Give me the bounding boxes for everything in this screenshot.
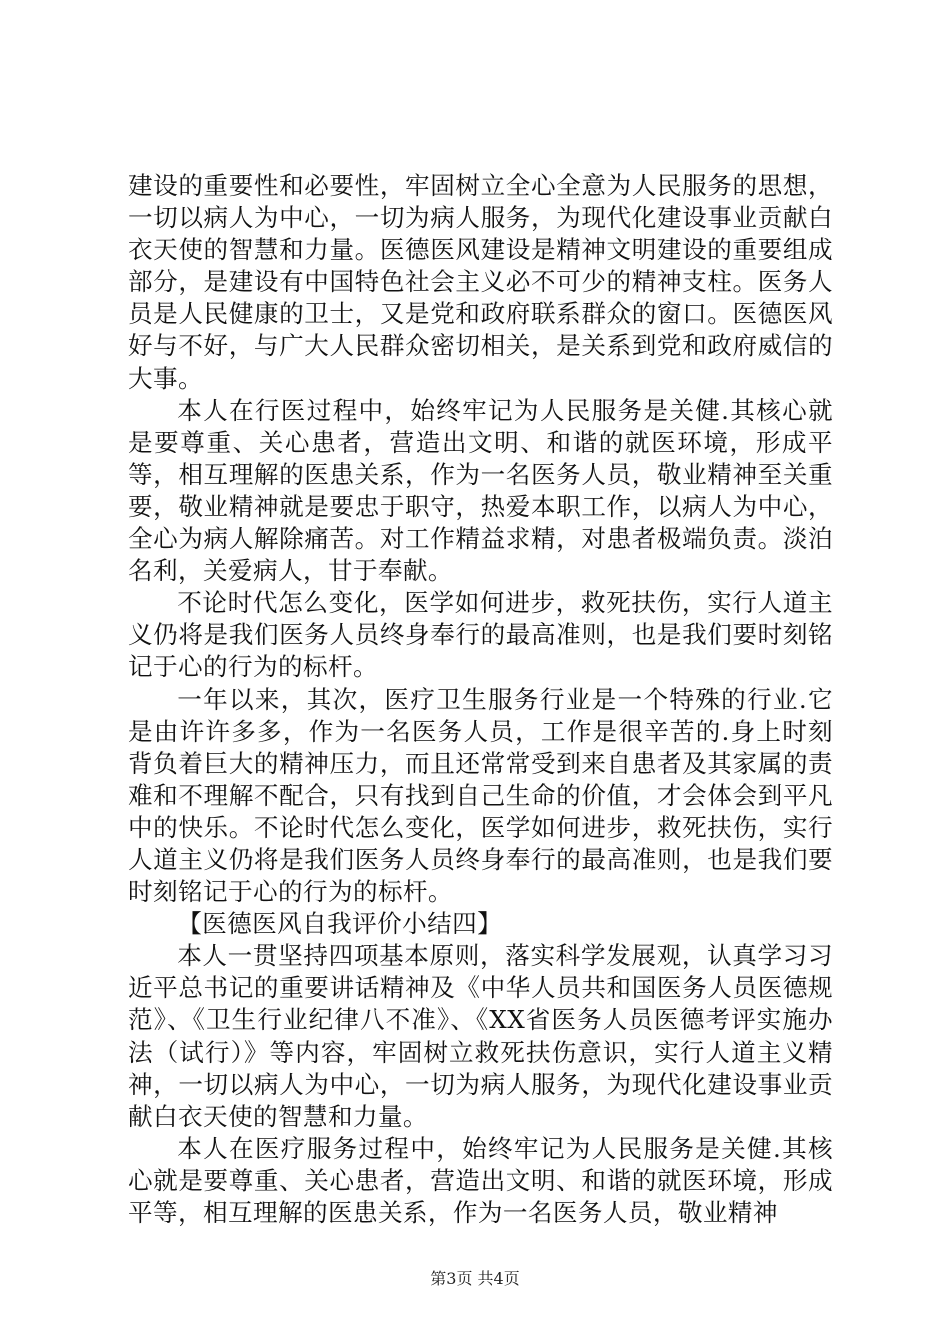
section-heading: 【医德医风自我评价小结四】 <box>177 909 503 939</box>
paragraph-1: 建设的重要性和必要性，牢固树立全心全意为人民服务的思想，一切以病人为中心，一切为病人服务，为现代化建设事业贡献白衣天使的智慧和力量。医德医风建设是精神文明建设的重要组成部分，是建设有中国特色社会主义必不可少的精神支柱。医务人员是人民健康的卫士，又是党和政府联系群众的窗口。医德医风好与不好，与广大人民群众密切相关，是关系到党和政府威信的大事。 <box>128 171 833 393</box>
paragraph-3: 不论时代怎么变化，医学如何进步，救死扶伤，实行人道主义仍将是我们医务人员终身奉行的最高准则，也是我们要时刻铭记于心的行为的标杆。 <box>128 588 833 682</box>
paragraph-2: 本人在行医过程中，始终牢记为人民服务是关健.其核心就是要尊重、关心患者，营造出文明、和谐的就医环境，形成平等，相互理解的医患关系，作为一名医务人员，敬业精神至关重要，敬业精神就是要忠于职守，热爱本职工作，以病人为中心，全心为病人解除痛苦。对工作精益求精，对患者极端负责。淡泊名利，关爱病人，甘于奉献。 <box>128 395 833 586</box>
paragraph-5: 本人一贯坚持四项基本原则，落实科学发展观，认真学习习近平总书记的重要讲话精神及《中华人员共和国医务人员医德规范》、《卫生行业纪律八不准》、《XX省医务人员医德考评实施办法（试行）》等内容，牢固树立救死扶伤意识，实行人道主义精神，一切以病人为中心，一切为病人服务，为现代化建设事业贡献白衣天使的智慧和力量。 <box>128 941 833 1131</box>
paragraph-4: 一年以来，其次，医疗卫生服务行业是一个特殊的行业.它是由许许多多，作为一名医务人员，工作是很辛苦的.身上时刻背负着巨大的精神压力，而且还常常受到来自患者及其家属的责难和不理解不配合，只有找到自己生命的价值，才会体会到平凡中的快乐。不论时代怎么变化，医学如何进步，救死扶伤，实行人道主义仍将是我们医务人员终身奉行的最高准则，也是我们要时刻铭记于心的行为的标杆。 <box>128 684 833 907</box>
document-body <box>128 170 833 1229</box>
paragraph-6: 本人在医疗服务过程中，始终牢记为人民服务是关健.其核心就是要尊重、关心患者，营造出文明、和谐的就医环境，形成平等，相互理解的医患关系，作为一名医务人员，敬业精神 <box>128 1133 833 1227</box>
page-number-footer: 第3页 共4页 <box>430 1269 520 1288</box>
